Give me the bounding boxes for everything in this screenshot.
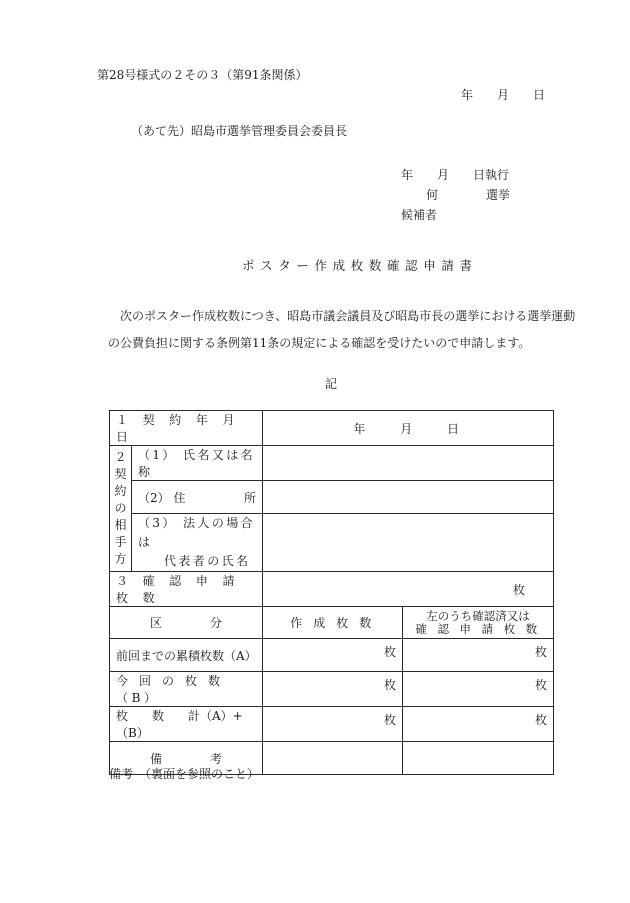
- name-label: （1） 氏名又は名称: [132, 446, 263, 481]
- representative-label: [132, 514, 263, 572]
- total-created-unit[interactable]: 枚: [263, 707, 403, 742]
- representative-label-a: （3） 法人の場合は: [138, 516, 256, 549]
- document-title: ポスター作成枚数確認申請書: [242, 258, 478, 273]
- address-label: [132, 481, 263, 514]
- remarks-value-2[interactable]: [403, 742, 554, 775]
- body-text-line-2: の公費負担に関する条例第11条の規定による確認を受けたいので申請します。: [108, 336, 531, 350]
- contract-date-value: 年 月 日: [263, 411, 554, 446]
- counterparty-char-5: 手: [114, 535, 127, 549]
- counterparty-row-3: [110, 514, 554, 572]
- kubun-header: 区 分: [110, 607, 263, 639]
- cumulative-created-unit[interactable]: 枚: [263, 639, 403, 672]
- ki-heading: 記: [325, 377, 338, 391]
- requested-count-unit: 枚: [263, 572, 554, 607]
- name-value[interactable]: [263, 446, 554, 481]
- application-table: [109, 410, 554, 775]
- total-confirmed-unit[interactable]: 枚: [403, 707, 554, 742]
- created-count-header: 作 成 枚 数: [263, 607, 403, 639]
- representative-value[interactable]: [263, 514, 554, 572]
- current-row: [110, 672, 554, 707]
- address-value[interactable]: [263, 481, 554, 514]
- election-date-line: 年 月 日執行: [401, 168, 510, 182]
- current-created-unit[interactable]: 枚: [263, 672, 403, 707]
- counterparty-num: ２: [114, 450, 127, 464]
- confirmed-count-header: [403, 607, 554, 639]
- counterparty-row-2: [110, 481, 554, 514]
- addressee: （あて先）昭島市選挙管理委員会委員長: [131, 124, 348, 138]
- body-text-line-1: 次のポスター作成枚数につき、昭島市議会議員及び昭島市長の選挙における選挙運動: [120, 309, 576, 323]
- total-label: 枚 数 計（A）+（B）: [110, 707, 263, 742]
- address-label-b: 所: [244, 490, 257, 505]
- confirmed-header-b: 確 認 申 請 枚 数: [415, 621, 541, 636]
- current-label: 今 回 の 枚 数（B）: [110, 672, 263, 707]
- counterparty-char-3: の: [114, 501, 127, 515]
- requested-count-label: ３ 確 認 申 請 枚 数: [110, 572, 263, 607]
- counterparty-char-6: 方: [114, 552, 127, 566]
- footer-note: 備考 （裏面を参照のこと）: [109, 767, 260, 781]
- remarks-label: 備 考: [110, 742, 263, 775]
- contract-date-label: １ 契 約 年 月 日: [110, 411, 263, 446]
- current-confirmed-unit[interactable]: 枚: [403, 672, 554, 707]
- address-label-a: （2） 住: [138, 490, 186, 505]
- total-row: [110, 707, 554, 742]
- representative-label-b: 代表者の氏名: [164, 554, 251, 568]
- header-row: [110, 607, 554, 639]
- counterparty-char-2: 約: [114, 484, 127, 498]
- counterparty-char-1: 契: [114, 467, 127, 481]
- contract-date-row: [110, 411, 554, 446]
- submission-date: 年 月 日: [461, 88, 546, 102]
- counterparty-heading: [110, 446, 132, 572]
- requested-count-row: [110, 572, 554, 607]
- remarks-value-1[interactable]: [263, 742, 403, 775]
- cumulative-confirmed-unit[interactable]: 枚: [403, 639, 554, 672]
- confirmed-header-a: 左のうち確認済又は: [426, 608, 530, 623]
- candidate-line: 候補者: [401, 208, 438, 222]
- counterparty-row-1: [110, 446, 554, 481]
- cumulative-row: [110, 639, 554, 672]
- election-name-line: 何 選挙: [426, 188, 511, 202]
- form-number: 第28号様式の２その３（第91条関係）: [97, 68, 308, 82]
- counterparty-char-4: 相: [114, 518, 127, 532]
- cumulative-label: 前回までの累積枚数（A）: [110, 639, 263, 672]
